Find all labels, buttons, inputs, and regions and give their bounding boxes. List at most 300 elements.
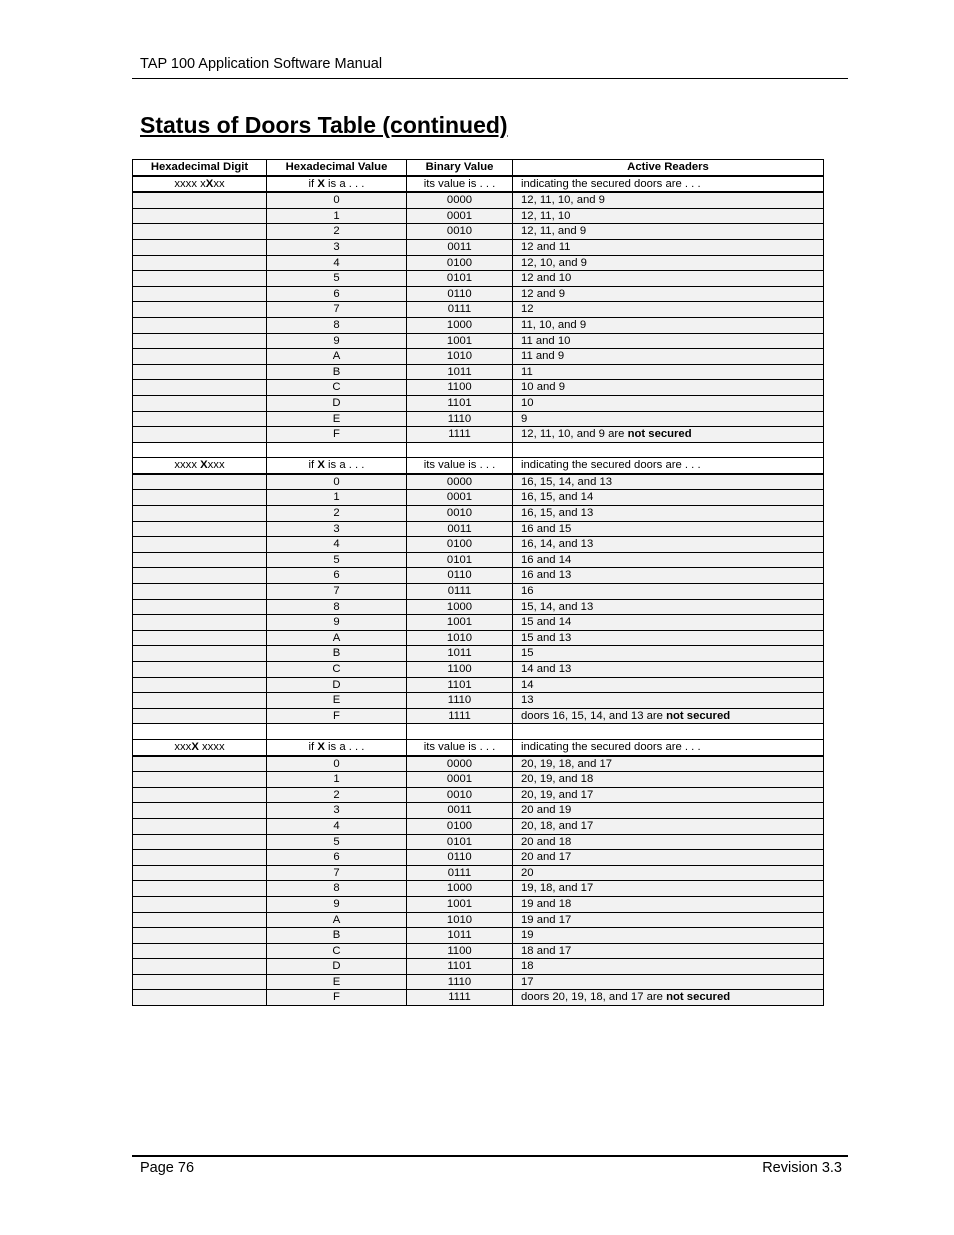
hex-digit-marker: X [191, 740, 199, 753]
table-row [133, 521, 824, 537]
active-readers: 20, 19, and 17 [521, 788, 594, 801]
header-rule [132, 78, 848, 79]
active-readers: 12 and 10 [521, 272, 572, 285]
hex-digit-cell [133, 772, 267, 788]
hex-value-label-text: is a . . . [324, 459, 365, 472]
table-row [133, 818, 824, 834]
table-row [133, 474, 824, 490]
empty-cell [133, 442, 267, 458]
binary-value: 1001 [446, 616, 473, 629]
binary-value-cell [407, 333, 513, 349]
binary-value-cell [407, 286, 513, 302]
active-readers-cell [513, 787, 824, 803]
hex-digit-cell [133, 349, 267, 365]
hex-digit-cell [133, 739, 267, 755]
hex-value-cell [267, 599, 407, 615]
hex-value: A [332, 631, 341, 644]
hex-value-marker: X [317, 740, 325, 753]
binary-value: 1011 [447, 929, 472, 942]
table-row [133, 364, 824, 380]
active-readers-cell [513, 239, 824, 255]
binary-value-cell [407, 943, 513, 959]
not-secured-label: not secured [666, 709, 731, 722]
hex-digit-cell [133, 990, 267, 1006]
binary-value-cell [407, 427, 513, 443]
hex-digit-cell [133, 708, 267, 724]
table-row [133, 349, 824, 365]
active-readers: 16, 15, 14, and 13 [521, 475, 613, 488]
revision-label: Revision 3.3 [762, 1160, 842, 1176]
binary-value: 1001 [446, 897, 473, 910]
hex-value: 2 [333, 225, 340, 238]
active-readers-cell [513, 662, 824, 678]
binary-value-cell [407, 615, 513, 631]
hex-digit-marker: X [205, 177, 214, 190]
hex-digit-cell [133, 271, 267, 287]
active-readers: 20 and 19 [521, 804, 572, 817]
hex-value-cell [267, 192, 407, 208]
hex-value: 7 [333, 585, 340, 598]
status-of-doors-table [132, 159, 824, 1006]
hex-value: D [332, 396, 341, 409]
binary-value-cell [407, 552, 513, 568]
binary-value: 0000 [446, 194, 473, 207]
hex-digit-cell [133, 850, 267, 866]
hex-value-marker: X [317, 459, 325, 472]
table-row [133, 317, 824, 333]
hex-value-cell [267, 224, 407, 240]
table-row [133, 834, 824, 850]
hex-value: 2 [333, 507, 340, 520]
hex-value: 2 [333, 788, 340, 801]
binary-value-cell [407, 865, 513, 881]
binary-value: 1010 [446, 913, 473, 926]
active-readers-cell [513, 865, 824, 881]
table-header-row [133, 160, 824, 176]
binary-label-text: its value is . . . [423, 177, 496, 190]
hex-digit-cell [133, 568, 267, 584]
table-row [133, 224, 824, 240]
hex-value-cell [267, 286, 407, 302]
binary-value-cell [407, 693, 513, 709]
hex-digit-cell [133, 818, 267, 834]
active-readers-cell [513, 599, 824, 615]
binary-label-cell [407, 176, 513, 193]
binary-value-cell [407, 568, 513, 584]
table-row [133, 599, 824, 615]
binary-value: 1000 [446, 600, 473, 613]
hex-digit-cell [133, 364, 267, 380]
binary-value: 0101 [446, 835, 473, 848]
hex-value: E [332, 975, 341, 988]
binary-value: 1111 [448, 991, 471, 1004]
hex-value-cell [267, 677, 407, 693]
section-row [133, 458, 824, 474]
binary-value-cell [407, 818, 513, 834]
active-readers-cell [513, 271, 824, 287]
hex-digit-cell [133, 615, 267, 631]
table-row [133, 255, 824, 271]
active-readers-cell [513, 286, 824, 302]
hex-value-cell [267, 787, 407, 803]
hex-value-cell [267, 521, 407, 537]
binary-value: 1101 [447, 960, 472, 973]
hex-value: 5 [333, 272, 340, 285]
hex-value-cell [267, 364, 407, 380]
section-row [133, 176, 824, 193]
binary-value: 1110 [447, 412, 472, 425]
hex-digit-cell [133, 928, 267, 944]
column-header: Binary Value [407, 160, 513, 176]
active-readers-cell [513, 708, 824, 724]
active-readers-cell [513, 646, 824, 662]
readers-label-cell [513, 176, 824, 193]
binary-value: 1100 [447, 663, 472, 675]
binary-value: 0101 [446, 272, 473, 285]
hex-value: B [332, 365, 341, 378]
manual-title: TAP 100 Application Software Manual [140, 56, 383, 72]
active-readers: 20, 19, 18, and 17 [521, 757, 613, 770]
binary-value: 1000 [446, 882, 473, 895]
binary-value: 1001 [446, 334, 473, 347]
active-readers-cell [513, 912, 824, 928]
binary-value: 0011 [447, 804, 472, 817]
hex-value-label-text: is a . . . [324, 177, 365, 190]
binary-value-cell [407, 521, 513, 537]
hex-value-cell [267, 568, 407, 584]
table-row [133, 584, 824, 600]
active-readers-cell [513, 427, 824, 443]
hex-value-cell [267, 506, 407, 522]
hex-digit-cell [133, 756, 267, 772]
binary-value-cell [407, 506, 513, 522]
binary-value-cell [407, 756, 513, 772]
hex-value: C [332, 663, 341, 675]
active-readers-cell [513, 380, 824, 396]
hex-digit-cell [133, 224, 267, 240]
active-readers: 18 and 17 [521, 944, 572, 957]
active-readers: 11 and 9 [521, 350, 565, 363]
binary-value-cell [407, 881, 513, 897]
binary-value-cell [407, 239, 513, 255]
active-readers-cell [513, 896, 824, 912]
hex-digit-cell [133, 677, 267, 693]
table-row [133, 896, 824, 912]
binary-value-cell [407, 208, 513, 224]
binary-value-cell [407, 959, 513, 975]
active-readers-cell [513, 537, 824, 553]
hex-digit-text: xxxx [174, 459, 201, 472]
not-secured-label: not secured [666, 991, 731, 1004]
active-readers-cell [513, 850, 824, 866]
hex-value-cell [267, 646, 407, 662]
table-row [133, 411, 824, 427]
active-readers-cell [513, 693, 824, 709]
binary-label-cell [407, 458, 513, 474]
active-readers: 16 and 13 [521, 569, 572, 582]
table-row [133, 239, 824, 255]
readers-label-text: indicating the secured doors are . . . [521, 177, 701, 190]
table-row [133, 787, 824, 803]
footer-rule [132, 1155, 848, 1157]
active-readers: 9 [521, 412, 528, 425]
active-readers: 12, 11, 10, and 9 [521, 194, 605, 207]
table-row [133, 271, 824, 287]
binary-value: 0110 [447, 569, 472, 582]
binary-value: 0001 [446, 209, 473, 222]
table-row [133, 912, 824, 928]
binary-value-cell [407, 302, 513, 318]
table-row [133, 693, 824, 709]
hex-digit-cell [133, 208, 267, 224]
hex-digit-text: xx [213, 177, 225, 190]
hex-value-cell [267, 850, 407, 866]
table-row [133, 865, 824, 881]
binary-value: 1011 [447, 647, 472, 660]
hex-value-cell [267, 990, 407, 1006]
hex-digit-cell [133, 912, 267, 928]
hex-digit-cell [133, 176, 267, 193]
binary-value-cell [407, 380, 513, 396]
active-readers: 17 [521, 975, 534, 988]
hex-digit-text: xxxx x [174, 177, 206, 190]
binary-value-cell [407, 584, 513, 600]
table-row [133, 881, 824, 897]
table-row [133, 803, 824, 819]
hex-value-cell [267, 959, 407, 975]
binary-value: 0111 [447, 585, 472, 598]
binary-value: 0011 [447, 522, 472, 535]
section-row [133, 739, 824, 755]
active-readers-cell [513, 490, 824, 506]
readers-label-cell [513, 739, 824, 755]
active-readers: 12 and 11 [521, 240, 571, 253]
hex-digit-cell [133, 787, 267, 803]
active-readers-cell [513, 552, 824, 568]
active-readers: 12, 11, 10, and 9 are [521, 428, 628, 441]
active-readers: 16 and 15 [521, 522, 572, 535]
table-row [133, 615, 824, 631]
hex-value-cell [267, 912, 407, 928]
active-readers-cell [513, 677, 824, 693]
binary-value-cell [407, 787, 513, 803]
table-row [133, 756, 824, 772]
active-readers: 15 and 13 [521, 631, 572, 644]
binary-value-cell [407, 630, 513, 646]
hex-value: 4 [333, 256, 340, 269]
hex-digit-cell [133, 896, 267, 912]
hex-digit-cell [133, 239, 267, 255]
hex-value: C [332, 381, 341, 394]
hex-value-cell [267, 302, 407, 318]
hex-value: F [333, 428, 340, 441]
binary-label-text: its value is . . . [423, 740, 496, 753]
binary-value: 1101 [447, 396, 472, 409]
hex-value-cell [267, 552, 407, 568]
binary-value: 1011 [447, 365, 472, 378]
binary-value-cell [407, 364, 513, 380]
hex-value: 9 [333, 897, 340, 910]
readers-label-text: indicating the secured doors are . . . [521, 740, 701, 753]
active-readers: 20 and 17 [521, 851, 572, 864]
hex-value: B [332, 647, 341, 660]
active-readers: 20 and 18 [521, 835, 572, 848]
active-readers: 18 [521, 960, 534, 973]
active-readers-cell [513, 630, 824, 646]
binary-value-cell [407, 271, 513, 287]
hex-value-cell [267, 615, 407, 631]
hex-value-label-text: if [308, 459, 318, 472]
binary-value-cell [407, 192, 513, 208]
binary-label-cell [407, 739, 513, 755]
table-row [133, 302, 824, 318]
active-readers-cell [513, 990, 824, 1006]
hex-digit-cell [133, 693, 267, 709]
active-readers-cell [513, 974, 824, 990]
binary-value-cell [407, 411, 513, 427]
binary-value-cell [407, 708, 513, 724]
active-readers-cell [513, 224, 824, 240]
hex-value: B [332, 929, 341, 942]
binary-value-cell [407, 928, 513, 944]
active-readers: 12, 10, and 9 [521, 256, 587, 269]
binary-value: 0110 [447, 287, 472, 300]
spacer-row [133, 724, 824, 740]
hex-value-label-text: is a . . . [324, 740, 365, 753]
binary-value: 1010 [446, 350, 473, 363]
hex-digit-cell [133, 255, 267, 271]
hex-value-cell [267, 756, 407, 772]
hex-value-cell [267, 928, 407, 944]
hex-value-cell [267, 584, 407, 600]
binary-label-text: its value is . . . [423, 459, 496, 472]
hex-value-cell [267, 896, 407, 912]
table-row [133, 630, 824, 646]
active-readers-cell [513, 584, 824, 600]
hex-digit-cell [133, 302, 267, 318]
hex-digit-cell [133, 974, 267, 990]
hex-digit-cell [133, 803, 267, 819]
table-row [133, 568, 824, 584]
hex-value: 9 [333, 616, 340, 629]
table-row [133, 708, 824, 724]
hex-digit-cell [133, 646, 267, 662]
hex-value: 1 [333, 209, 340, 222]
active-readers: 16, 15, and 13 [521, 507, 594, 520]
hex-digit-cell [133, 521, 267, 537]
binary-value: 1000 [446, 318, 473, 331]
binary-value: 0001 [446, 773, 473, 786]
hex-digit-cell [133, 599, 267, 615]
table-row [133, 850, 824, 866]
hex-digit-cell [133, 192, 267, 208]
hex-value: 5 [333, 835, 340, 848]
hex-value-cell [267, 255, 407, 271]
table-row [133, 537, 824, 553]
hex-value-label-text: if [308, 177, 318, 190]
table-row [133, 928, 824, 944]
hex-value-cell [267, 490, 407, 506]
binary-value: 0111 [447, 303, 472, 316]
hex-digit-cell [133, 506, 267, 522]
hex-value-cell [267, 803, 407, 819]
binary-value: 0110 [447, 851, 472, 864]
hex-value-cell [267, 881, 407, 897]
empty-cell [513, 442, 824, 458]
active-readers-cell [513, 255, 824, 271]
binary-value: 0111 [447, 866, 472, 879]
binary-value: 1111 [448, 428, 471, 441]
hex-value: 3 [333, 240, 340, 253]
hex-value: D [332, 678, 341, 691]
table-row [133, 395, 824, 411]
hex-digit-cell [133, 881, 267, 897]
active-readers-cell [513, 568, 824, 584]
hex-value-label-cell [267, 739, 407, 755]
table-row [133, 943, 824, 959]
binary-value: 0101 [446, 553, 473, 566]
active-readers: 19 and 17 [521, 913, 572, 926]
active-readers-cell [513, 333, 824, 349]
hex-digit-cell [133, 458, 267, 474]
binary-value: 1100 [447, 944, 472, 957]
hex-value: A [332, 913, 341, 926]
hex-digit-cell [133, 584, 267, 600]
active-readers-cell [513, 803, 824, 819]
active-readers-cell [513, 302, 824, 318]
active-readers: 12 [521, 303, 534, 316]
hex-value-cell [267, 943, 407, 959]
hex-value-cell [267, 271, 407, 287]
active-readers: doors 20, 19, 18, and 17 are [521, 991, 667, 1004]
binary-value-cell [407, 317, 513, 333]
binary-value-cell [407, 850, 513, 866]
hex-value-marker: X [317, 177, 325, 190]
binary-value: 0100 [446, 819, 473, 832]
hex-digit-cell [133, 662, 267, 678]
active-readers-cell [513, 506, 824, 522]
active-readers: 12 and 9 [521, 287, 565, 300]
hex-digit-marker: X [200, 459, 208, 472]
empty-cell [513, 724, 824, 740]
binary-value: 1110 [447, 694, 472, 707]
active-readers: 11, 10, and 9 [521, 318, 587, 331]
hex-digit-cell [133, 630, 267, 646]
binary-value-cell [407, 349, 513, 365]
binary-value: 0011 [447, 240, 472, 253]
hex-value-cell [267, 630, 407, 646]
hex-digit-cell [133, 490, 267, 506]
hex-value: F [333, 991, 340, 1004]
binary-value: 0000 [446, 475, 473, 488]
table-row [133, 959, 824, 975]
hex-value: 7 [333, 866, 340, 879]
hex-value-cell [267, 333, 407, 349]
column-header: Hexadecimal Value [267, 160, 407, 176]
binary-value-cell [407, 896, 513, 912]
binary-value-cell [407, 662, 513, 678]
hex-value-cell [267, 865, 407, 881]
binary-value-cell [407, 255, 513, 271]
hex-value: C [332, 944, 341, 957]
binary-value-cell [407, 646, 513, 662]
binary-value: 1110 [447, 975, 472, 988]
active-readers: 16 [521, 585, 534, 598]
table-row [133, 990, 824, 1006]
hex-value-cell [267, 427, 407, 443]
spacer-row [133, 442, 824, 458]
hex-digit-cell [133, 380, 267, 396]
